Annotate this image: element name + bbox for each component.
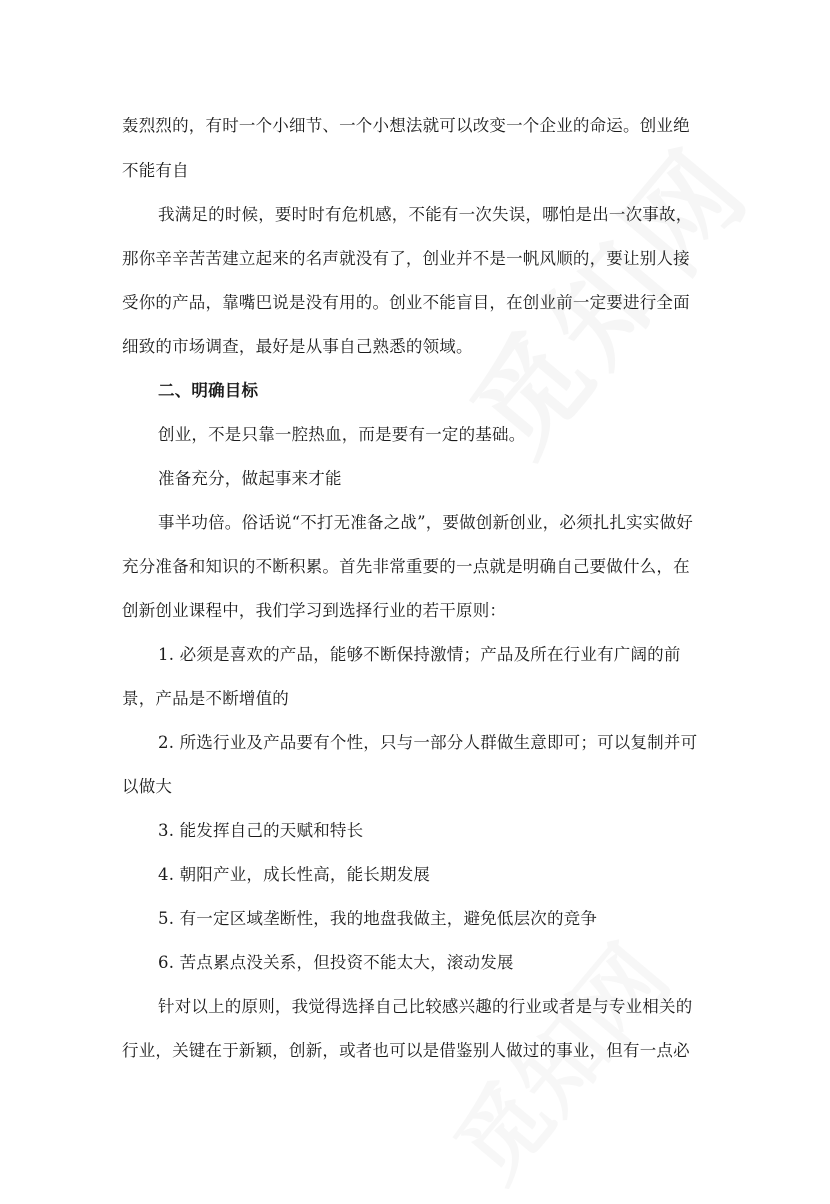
paragraph-line: 那你辛辛苦苦建立起来的名声就没有了，创业并不是一帆风顺的，要让别人接 — [122, 249, 690, 268]
list-item-continuation: 以做大 — [122, 777, 173, 796]
paragraph-line: 创新创业课程中，我们学习到选择行业的若干原则： — [122, 601, 507, 620]
paragraph-line: 细致的市场调查，最好是从事自己熟悉的领域。 — [122, 337, 473, 356]
paragraph-line: 充分准备和知识的不断积累。首先非常重要的一点就是明确自己要做什么，在 — [122, 557, 690, 576]
paragraph-line: 事半功倍。俗话说“不打无准备之战”，要做创新创业，必须扎扎实实做好 — [158, 513, 693, 532]
list-item: 3. 能发挥自己的天赋和特长 — [158, 821, 364, 840]
paragraph-line: 针对以上的原则，我觉得选择自己比较感兴趣的行业或者是与专业相关的 — [158, 997, 693, 1016]
paragraph-line: 行业，关键在于新颖，创新，或者也可以是借鉴别人做过的事业，但有一点必 — [122, 1041, 690, 1060]
paragraph-line: 轰烈烈的，有时一个小细节、一个小想法就可以改变一个企业的命运。创业绝 — [122, 116, 690, 135]
list-item: 1. 必须是喜欢的产品，能够不断保持激情；产品及所在行业有广阔的前 — [158, 645, 681, 664]
list-item: 4. 朝阳产业，成长性高，能长期发展 — [158, 865, 431, 884]
list-item: 2. 所选行业及产品要有个性，只与一部分人群做生意即可；可以复制并可 — [158, 733, 698, 752]
list-item: 6. 苦点累点没关系，但投资不能太大，滚动发展 — [158, 953, 514, 972]
paragraph-line: 不能有自 — [122, 161, 189, 180]
list-item: 5. 有一定区域垄断性，我的地盘我做主，避免低层次的竞争 — [158, 909, 598, 928]
list-item-continuation: 景，产品是不断增值的 — [122, 689, 289, 708]
section-heading: 二、明确目标 — [158, 381, 259, 400]
paragraph-line: 受你的产品，靠嘴巴说是没有用的。创业不能盲目，在创业前一定要进行全面 — [122, 293, 690, 312]
paragraph-line: 准备充分，做起事来才能 — [158, 469, 342, 488]
paragraph-line: 我满足的时候，要时时有危机感，不能有一次失误，哪怕是出一次事故， — [158, 205, 693, 224]
paragraph-line: 创业，不是只靠一腔热血，而是要有一定的基础。 — [158, 425, 526, 444]
